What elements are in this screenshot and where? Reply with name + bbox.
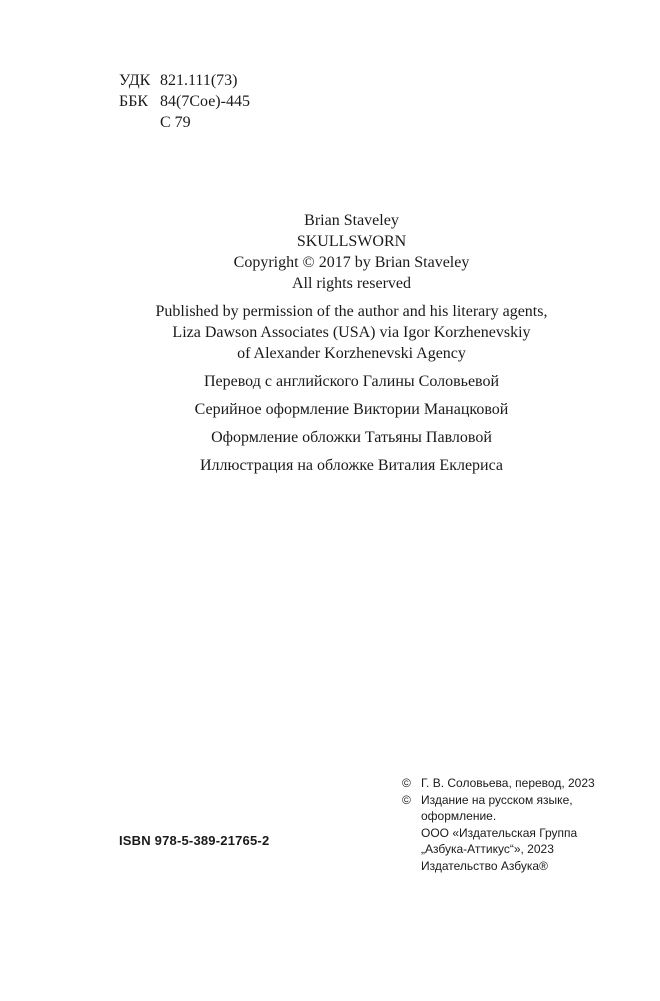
publisher-name: Издательство Азбука® [421, 858, 548, 873]
edition-copyright-line: ООО «Издательская Группа [421, 825, 578, 840]
isbn: ISBN 978-5-389-21765-2 [119, 833, 270, 848]
copyright-symbol: © [402, 776, 411, 790]
credit-series-design [0, 399, 660, 420]
series-design-credit: Серийное оформление Виктории Манацковой [194, 401, 509, 418]
edition-copyright-line: Издание на русском языке, [421, 792, 573, 807]
translation-credit: Перевод с английского Галины Соловьевой [203, 373, 500, 390]
copyright-edition [402, 792, 595, 809]
classification-block [119, 70, 250, 133]
imprint-center-block [0, 210, 660, 476]
udk-label: УДК [119, 72, 151, 89]
udk-row [119, 70, 250, 91]
original-copyright: Copyright © 2017 by Brian Staveley [233, 254, 470, 271]
permission-line: Published by permission of the author and his literary agents, [155, 303, 548, 320]
edition-copyright-line: „Азбука-Аттикус“», 2023 [421, 842, 554, 856]
credit-cover-illustration [0, 455, 660, 476]
original-author: Brian Staveley [304, 212, 399, 229]
bbk-label: ББК [119, 93, 149, 110]
copyright-translation [402, 775, 595, 792]
rights-reserved: All rights reserved [291, 275, 412, 292]
credit-cover-design [0, 427, 660, 448]
credit-translation [0, 371, 660, 392]
edition-copyright-line: оформление. [421, 809, 497, 823]
cover-design-credit: Оформление обложки Татьяны Павловой [211, 429, 492, 446]
permission-line: of Alexander Korzhenevski Agency [237, 345, 466, 362]
original-edition-group [0, 210, 660, 294]
udk-value: 821.111(73) [160, 72, 238, 89]
translation-copyright: Г. В. Соловьева, перевод, 2023 [421, 776, 595, 790]
original-title: SKULLSWORN [296, 233, 407, 250]
bbk-value: 84(7Сое)-445 [160, 93, 250, 110]
cover-illustration-credit: Иллюстрация на обложке Виталия Еклериса [199, 457, 504, 474]
permission-line: Liza Dawson Associates (USA) via Igor Korzhenevskiy [172, 324, 531, 341]
permission-group [0, 301, 660, 364]
copyright-symbol: © [402, 792, 411, 807]
author-mark-row [119, 112, 250, 133]
bbk-row [119, 91, 250, 112]
copyright-notices [402, 775, 595, 874]
author-mark: С 79 [160, 114, 191, 131]
